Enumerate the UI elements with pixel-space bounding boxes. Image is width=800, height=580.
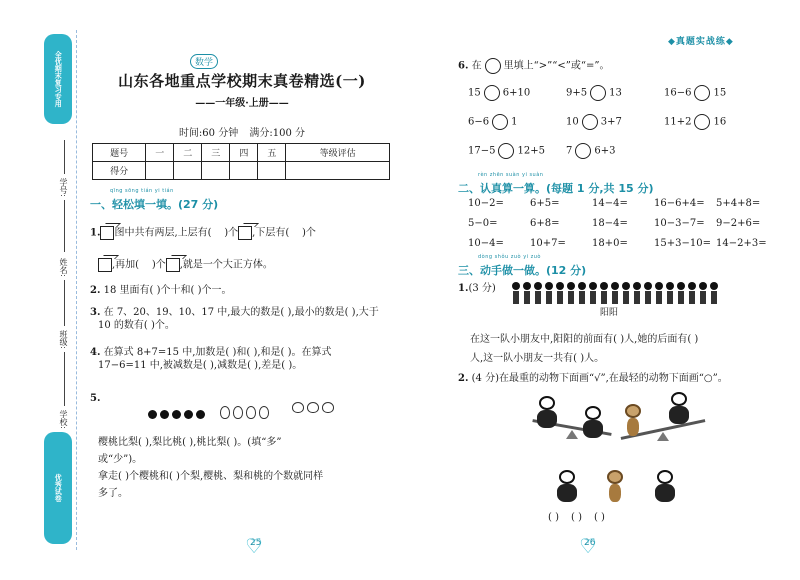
calc-item[interactable]: 9−2+6= <box>716 218 761 229</box>
compare-circle[interactable] <box>694 114 710 130</box>
giraffe-icon <box>600 470 630 504</box>
q1-text-c: ,下层有( <box>252 227 290 239</box>
q5-line2: 或“少”)。 <box>98 454 143 465</box>
child-icon <box>523 282 531 304</box>
answer-slot-monkey[interactable]: ( ) <box>548 512 559 523</box>
score-cell[interactable] <box>174 162 202 180</box>
calc-item[interactable]: 6+8= <box>530 218 560 229</box>
q1-text-e: ,再加( <box>112 259 140 271</box>
compare-cell <box>664 85 762 101</box>
calc-item[interactable]: 10−4= <box>468 238 504 249</box>
name-line[interactable] <box>64 200 65 252</box>
child-icon <box>567 282 575 304</box>
monkey-icon <box>552 470 582 504</box>
calc-row <box>468 238 778 249</box>
class-label: 班级: <box>59 330 68 349</box>
question-5-number <box>90 392 100 405</box>
compare-circle[interactable] <box>582 114 598 130</box>
cherry-icon <box>160 410 169 419</box>
seesaw-pivot <box>566 430 578 439</box>
q31-points: (3 分) <box>468 283 496 294</box>
sidebar-bottom-badge: 优秀试卷 <box>44 432 72 544</box>
cube-icon <box>238 226 252 240</box>
compare-cell <box>566 143 664 159</box>
child-icon <box>512 282 520 304</box>
q31-number: 1. <box>458 283 469 294</box>
q1-text-g: ,就是一个大正方体。 <box>179 259 273 271</box>
school-line[interactable] <box>64 352 65 406</box>
pear-icon <box>233 406 243 419</box>
q5-line3: 拿走( )个樱桃和( )个梨,樱桃、梨和桃的个数就同样 <box>98 471 324 482</box>
child-icon <box>710 282 718 304</box>
panda-icon <box>578 406 608 440</box>
table-header-cell: 四 <box>230 144 258 162</box>
calc-item[interactable]: 5+4+8= <box>716 198 761 209</box>
section1-pinyin: qīng sōng tián yi tián <box>110 188 174 194</box>
compare-right: 6+3 <box>594 145 616 157</box>
q1-text-f: )个 <box>151 259 166 271</box>
compare-row <box>468 114 778 130</box>
class-line[interactable] <box>64 280 65 326</box>
compare-circle[interactable] <box>575 143 591 159</box>
child-icon <box>589 282 597 304</box>
score-cell[interactable] <box>286 162 390 180</box>
compare-left: 11+2 <box>664 116 692 128</box>
page-number-left: ♡ 25 <box>250 538 261 548</box>
q2-number: 2. <box>90 285 101 296</box>
section3-heading: 三、动手做一做。(12 分) <box>458 264 587 277</box>
child-icon <box>655 282 663 304</box>
q1-number: 1. <box>90 227 101 239</box>
q6-number: 6. <box>458 60 469 72</box>
child-icon <box>556 282 564 304</box>
question-4 <box>90 346 394 372</box>
compare-left: 16−6 <box>664 87 692 99</box>
panda-icon <box>664 392 694 426</box>
q32-text: (4 分)在最重的动物下面画“√”,在最轻的动物下面画“○”。 <box>471 373 728 384</box>
name-label: 姓名: <box>59 258 68 277</box>
child-icon <box>699 282 707 304</box>
student-number-label: 学号: <box>59 178 68 197</box>
table-header-cell: 五 <box>258 144 286 162</box>
compare-cell <box>566 85 664 101</box>
animal-answer-row <box>548 512 605 523</box>
q3-number: 3. <box>90 307 101 318</box>
student-number-line[interactable] <box>64 140 65 174</box>
yangyang-label: 阳阳 <box>600 308 619 318</box>
subject-badge: 数学 <box>190 54 218 69</box>
question-2 <box>90 284 390 297</box>
compare-row <box>468 143 778 159</box>
answer-slot-panda[interactable]: ( ) <box>593 512 605 523</box>
pear-icon <box>220 406 230 419</box>
compare-cell <box>468 114 566 130</box>
seesaw-pivot <box>657 432 669 441</box>
q6-instr-b: 里填上“>”“<”或“=”。 <box>503 60 610 72</box>
compare-left: 10 <box>566 116 579 128</box>
q2-text: 18 里面有( )个十和( )个一。 <box>103 285 232 296</box>
cherry-icon <box>196 410 205 419</box>
compare-right: 13 <box>609 87 622 99</box>
calc-item[interactable]: 18+0= <box>592 238 628 249</box>
question-3 <box>90 306 394 332</box>
compare-left: 7 <box>566 145 573 157</box>
compare-circle[interactable] <box>498 143 514 159</box>
section2-heading: 二、认真算一算。(每题 1 分,共 15 分) <box>458 182 654 195</box>
calc-item[interactable]: 18−4= <box>592 218 628 229</box>
table-header-cell: 一 <box>146 144 174 162</box>
answer-slot-giraffe[interactable]: ( ) <box>570 512 582 523</box>
pear-icon <box>246 406 256 419</box>
q1-text-b: )个 <box>224 227 239 239</box>
child-icon <box>578 282 586 304</box>
compare-circle[interactable] <box>492 114 508 130</box>
score-table <box>92 143 390 180</box>
binding-strip <box>0 0 78 580</box>
table-header-cell: 题号 <box>93 144 146 162</box>
compare-cell <box>664 114 762 130</box>
monkey-icon <box>532 396 562 430</box>
calc-item[interactable]: 14−2+3= <box>716 238 767 249</box>
compare-left: 15 <box>468 87 481 99</box>
calc-item[interactable]: 6+5= <box>530 198 560 209</box>
pear-icon <box>259 406 269 419</box>
q3-line2: 10 的数有( )个。 <box>98 320 175 331</box>
calc-item[interactable]: 14−4= <box>592 198 628 209</box>
cherry-icon <box>184 410 193 419</box>
compare-right: 12+5 <box>517 145 545 157</box>
score-cell[interactable] <box>258 162 286 180</box>
child-icon <box>644 282 652 304</box>
child-icon <box>534 282 542 304</box>
section1-heading: 一、轻松填一填。(27 分) <box>90 198 219 211</box>
child-icon <box>622 282 630 304</box>
score-table-header <box>93 144 390 162</box>
giraffe-icon <box>618 404 648 438</box>
score-table-row <box>93 162 390 180</box>
section2-pinyin: rèn zhēn suàn yi suàn <box>478 172 544 178</box>
section3-pinyin: dòng shǒu zuò yi zuò <box>478 254 541 260</box>
score-cell[interactable] <box>230 162 258 180</box>
compare-circle[interactable] <box>590 85 606 101</box>
peach-icon <box>292 402 304 413</box>
q32-number: 2. <box>458 373 469 384</box>
q4-line1: 在算式 8+7=15 中,加数是( )和( ),和是( )。在算式 <box>103 347 332 358</box>
question-3-1-text <box>470 330 786 368</box>
compare-left: 6−6 <box>468 116 490 128</box>
child-icon <box>545 282 553 304</box>
practice-badge: ◆真题实战练◆ <box>668 37 734 47</box>
compare-circle[interactable] <box>484 85 500 101</box>
compare-circle[interactable] <box>694 85 710 101</box>
score-cell[interactable] <box>146 162 174 180</box>
compare-right: 3+7 <box>600 116 622 128</box>
question-1-line2 <box>98 258 390 272</box>
cube-icon <box>166 258 180 272</box>
score-cell[interactable] <box>202 162 230 180</box>
q1-text-d: )个 <box>301 227 316 239</box>
calc-item[interactable]: 15+3−10= <box>654 238 711 249</box>
calc-item[interactable]: 10−2= <box>468 198 504 209</box>
compare-row <box>468 85 778 101</box>
sidebar-top-badge: 全优期末复习专用 <box>44 34 72 124</box>
children-queue-figure <box>512 282 718 304</box>
q4-number: 4. <box>90 347 101 358</box>
answer-circle <box>485 58 501 74</box>
cube-icon <box>98 258 112 272</box>
peach-icon <box>307 402 319 413</box>
page-number-right: ♡ 26 <box>584 538 595 548</box>
peaches-figure <box>292 402 334 413</box>
q5-number: 5. <box>90 393 101 404</box>
left-page <box>82 0 400 580</box>
q6-instr-a: 在 <box>471 60 482 72</box>
calc-row <box>468 218 778 229</box>
child-icon <box>677 282 685 304</box>
q3-line1: 在 7、20、19、10、17 中,最大的数是( ),最小的数是( ),大于 <box>103 307 379 318</box>
compare-left: 9+5 <box>566 87 588 99</box>
exam-meta <box>122 124 362 139</box>
grade-line: ——一年级·上册—— <box>195 98 289 109</box>
child-icon <box>688 282 696 304</box>
q5-line4: 多了。 <box>98 488 128 499</box>
score-row-label: 得分 <box>93 162 146 180</box>
compare-right: 15 <box>713 87 727 99</box>
cubes-figure-icon <box>100 226 114 240</box>
exam-full-score: 满分:100 分 <box>249 128 306 139</box>
panda-icon <box>650 470 680 504</box>
calc-item[interactable]: 16−6+4= <box>654 198 705 209</box>
table-header-cell: 二 <box>174 144 202 162</box>
pears-figure <box>220 402 269 419</box>
compare-right: 1 <box>511 116 518 128</box>
compare-left: 17−5 <box>468 145 496 157</box>
peach-icon <box>322 402 334 413</box>
compare-cell <box>468 143 566 159</box>
table-header-cell: 三 <box>202 144 230 162</box>
cherry-icon <box>172 410 181 419</box>
compare-cell <box>566 114 664 130</box>
q31-line1: 在这一队小朋友中,阳阳的前面有( )人,她的后面有( ) <box>470 334 699 345</box>
exam-title: 山东各地重点学校期末真卷精选(一) <box>118 72 366 90</box>
child-icon <box>633 282 641 304</box>
q5-line1: 樱桃比梨( ),梨比桃( ),桃比梨( )。(填“多” <box>98 437 282 448</box>
question-6 <box>458 58 609 74</box>
q1-text-a: 图中共有两层,上层有( <box>114 227 212 239</box>
calc-item[interactable]: 10+7= <box>530 238 566 249</box>
cherries-figure <box>148 402 205 419</box>
school-label: 学校: <box>59 410 68 429</box>
compare-right: 6+10 <box>502 87 531 99</box>
cherry-icon <box>148 410 157 419</box>
question-3-1-header <box>458 282 496 295</box>
child-icon <box>611 282 619 304</box>
calc-item[interactable]: 10−3−7= <box>654 218 705 229</box>
child-icon <box>666 282 674 304</box>
calc-item[interactable]: 5−0= <box>468 218 498 229</box>
q31-line2: 人,这一队小朋友一共有( )人。 <box>470 353 605 364</box>
question-3-2 <box>458 372 792 385</box>
table-header-cell: 等级评估 <box>286 144 390 162</box>
compare-right: 16 <box>713 116 727 128</box>
question-5 <box>98 434 394 502</box>
q4-line2: 17−6=11 中,被减数是( ),减数是( ),差是( )。 <box>98 360 303 371</box>
right-page <box>452 0 792 580</box>
child-icon <box>600 282 608 304</box>
exam-time: 时间:60 分钟 <box>178 128 239 139</box>
calc-row <box>468 198 778 209</box>
compare-cell <box>468 85 566 101</box>
question-1 <box>90 226 390 240</box>
cut-line <box>76 30 77 550</box>
